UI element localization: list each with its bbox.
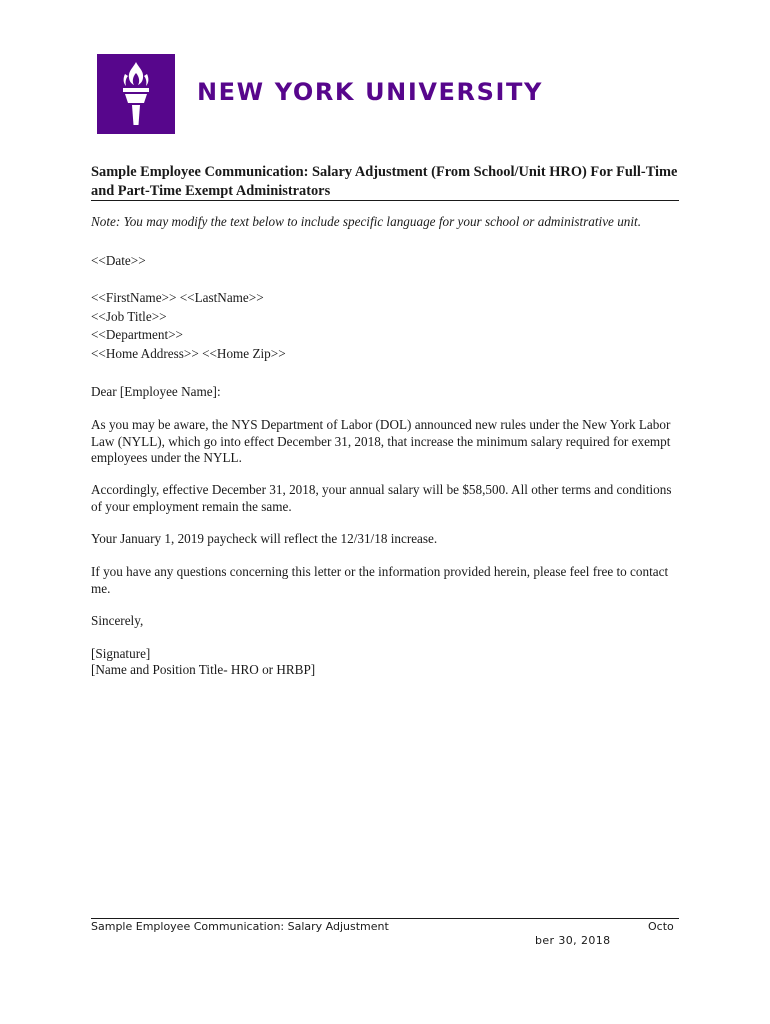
closing: Sincerely, (91, 613, 144, 628)
footer-title: Sample Employee Communication: Salary Adjustment (91, 920, 389, 933)
paragraph-salary: Accordingly, effective December 31, 2018, your annual salary will be $58,500. All other terms and conditions of your employment remain the same. (91, 482, 672, 514)
paragraph-questions: If you have any questions concerning this letter or the information provided herein, please feel free to contact me. (91, 564, 669, 596)
paragraph-paycheck: Your January 1, 2019 paycheck will reflect the 12/31/18 increase. (91, 531, 438, 546)
footer-date-part1: Octo (648, 920, 674, 933)
recipient-department: <<Department>> (91, 327, 183, 342)
salutation: Dear [Employee Name]: (91, 384, 221, 399)
footer-divider (91, 918, 679, 919)
document-title: Sample Employee Communication: Salary Adjustment (From School/Unit HRO) For Full-Time and Part-Time Exempt Administrators (91, 164, 678, 199)
logo-box (97, 54, 175, 134)
title-divider (91, 200, 679, 201)
torch-icon (114, 61, 158, 127)
instruction-note: Note: You may modify the text below to include specific language for your school or administrative unit. (91, 214, 642, 229)
recipient-home-address: <<Home Address>> <<Home Zip>> (91, 346, 286, 361)
signature-placeholder: [Signature] (91, 646, 151, 661)
university-wordmark: NEW YORK UNIVERSITY (197, 78, 543, 106)
date-placeholder: <<Date>> (91, 253, 146, 268)
footer-date-part2: ber 30, 2018 (535, 934, 611, 947)
recipient-job-title: <<Job Title>> (91, 309, 167, 324)
recipient-name: <<FirstName>> <<LastName>> (91, 290, 264, 305)
paragraph-dol-rules: As you may be aware, the NYS Department of Labor (DOL) announced new rules under the New York Labor Law (NYLL), which go into effect December 31, 2018, that increase the minimum salary required for exempt employees under the NYLL. (91, 417, 671, 465)
signer-placeholder: [Name and Position Title- HRO or HRBP] (91, 662, 316, 677)
